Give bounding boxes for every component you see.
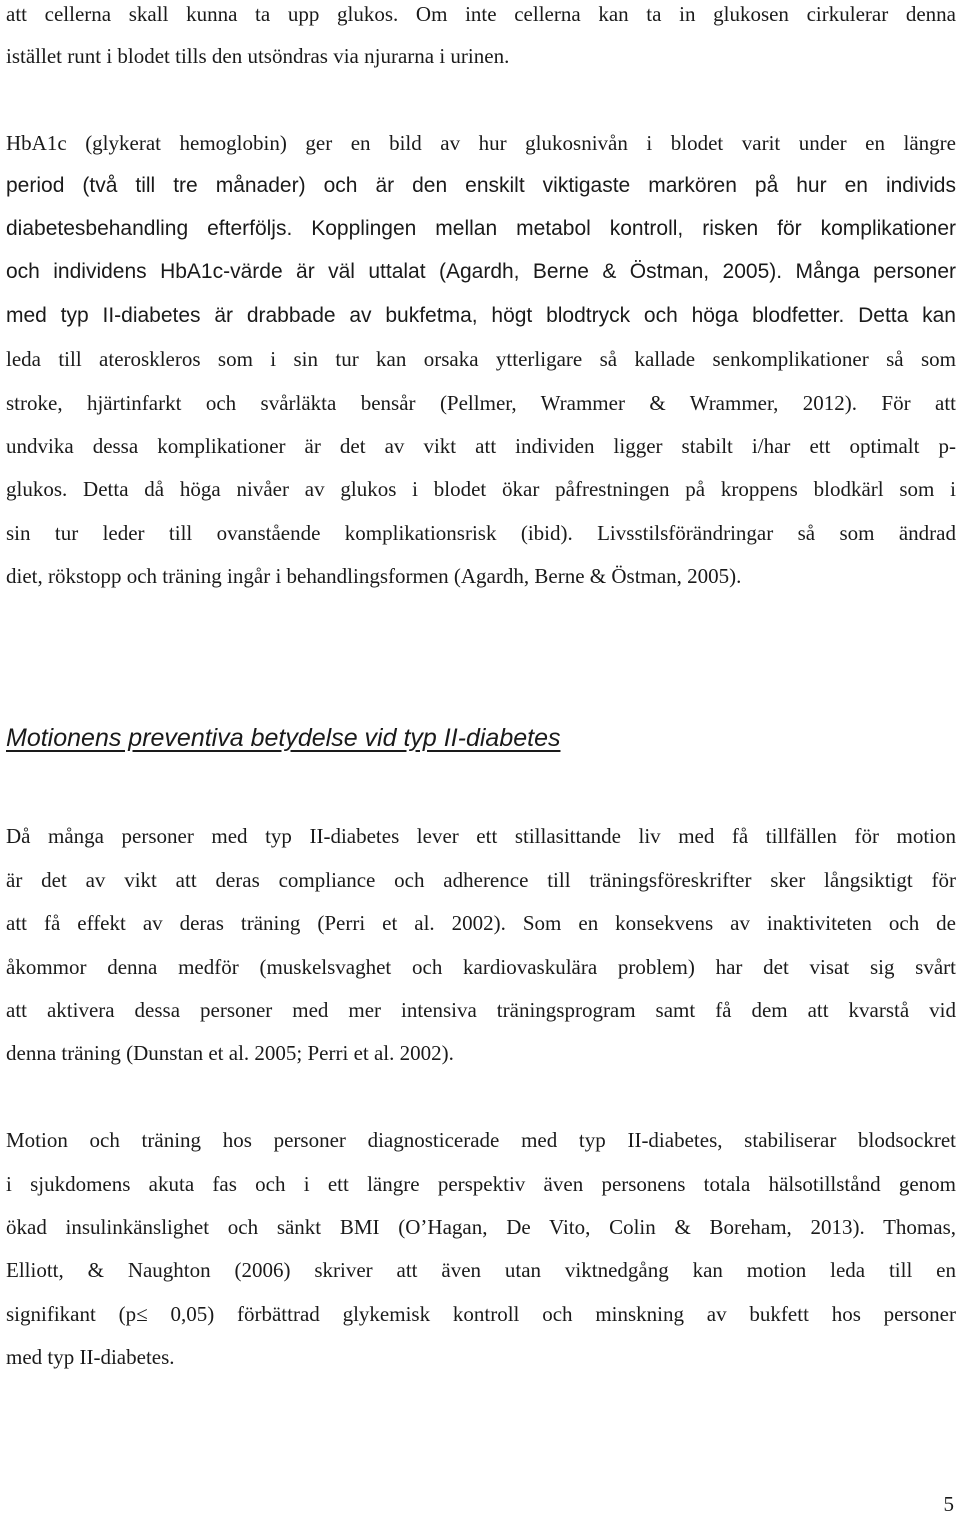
paragraph-motion2-line: med typ II-diabetes.	[6, 1345, 175, 1369]
paragraph-motion2-line: Motion och träning hos personer diagnosticerade med typ II-diabetes, stabiliserar blodsockret	[6, 1128, 956, 1152]
paragraph-motion-line: att få effekt av deras träning (Perri et al. 2002). Som en konsekvens av inaktiviteten och de	[6, 911, 956, 935]
paragraph-intro-line: att cellerna skall kunna ta upp glukos. Om inte cellerna kan ta in glukosen cirkulerar denna	[6, 2, 956, 26]
paragraph-hba1c-line: och individens HbA1c-värde är väl uttalat (Agardh, Berne & Östman, 2005). Många personer	[6, 260, 956, 283]
paragraph-motion-line: är det av vikt att deras compliance och adherence till träningsföreskrifter sker långsiktigt för	[6, 868, 956, 892]
paragraph-motion-line: denna träning (Dunstan et al. 2005; Perri et al. 2002).	[6, 1041, 454, 1065]
paragraph-motion2-line: i sjukdomens akuta fas och i ett längre perspektiv även personens totala hälsotillstånd genom	[6, 1172, 956, 1196]
paragraph-motion2-line: ökad insulinkänslighet och sänkt BMI (O’Hagan, De Vito, Colin & Boreham, 2013). Thomas,	[6, 1215, 956, 1239]
paragraph-intro-line: istället runt i blodet tills den utsöndras via njurarna i urinen.	[6, 44, 510, 68]
paragraph-motion-line: åkommor denna medför (muskelsvaghet och kardiovaskulära problem) har det visat sig svårt	[6, 955, 956, 979]
paragraph-hba1c-line: diabetesbehandling efterföljs. Kopplingen mellan metabol kontroll, risken för komplikationer	[6, 217, 956, 240]
paragraph-hba1c-line: glukos. Detta då höga nivåer av glukos i blodet ökar påfrestningen på kroppens blodkärl som i	[6, 477, 956, 501]
paragraph-hba1c-line: sin tur leder till ovanstående komplikationsrisk (ibid). Livsstilsförändringar så som ändrad	[6, 521, 956, 545]
paragraph-hba1c-line: undvika dessa komplikationer är det av vikt att individen ligger stabilt i/har ett optimalt p-	[6, 434, 956, 458]
page-number: 5	[943, 1492, 954, 1516]
paragraph-hba1c-line: HbA1c (glykerat hemoglobin) ger en bild av hur glukosnivån i blodet varit under en längre	[6, 131, 956, 155]
section-heading: Motionens preventiva betydelse vid typ II-diabetes	[6, 724, 561, 752]
paragraph-motion-line: att aktivera dessa personer med mer intensiva träningsprogram samt få dem att kvarstå vid	[6, 998, 956, 1022]
paragraph-hba1c-line: period (två till tre månader) och är den enskilt viktigaste markören på hur en individs	[6, 174, 956, 197]
paragraph-hba1c-line: diet, rökstopp och träning ingår i behandlingsformen (Agardh, Berne & Östman, 2005).	[6, 564, 742, 588]
paragraph-motion-line: Då många personer med typ II-diabetes lever ett stillasittande liv med få tillfällen för motion	[6, 824, 956, 848]
paragraph-motion2-line: Elliott, & Naughton (2006) skriver att även utan viktnedgång kan motion leda till en	[6, 1258, 956, 1282]
paragraph-motion2-line: signifikant (p≤ 0,05) förbättrad glykemisk kontroll och minskning av bukfett hos personer	[6, 1302, 956, 1326]
paragraph-hba1c-line: med typ II-diabetes är drabbade av bukfetma, högt blodtryck och höga blodfetter. Detta kan	[6, 304, 956, 327]
paragraph-hba1c-line: leda till ateroskleros som i sin tur kan orsaka ytterligare så kallade senkomplikationer så som	[6, 347, 956, 371]
paragraph-hba1c-line: stroke, hjärtinfarkt och svårläkta bensår (Pellmer, Wrammer & Wrammer, 2012). För att	[6, 391, 956, 415]
